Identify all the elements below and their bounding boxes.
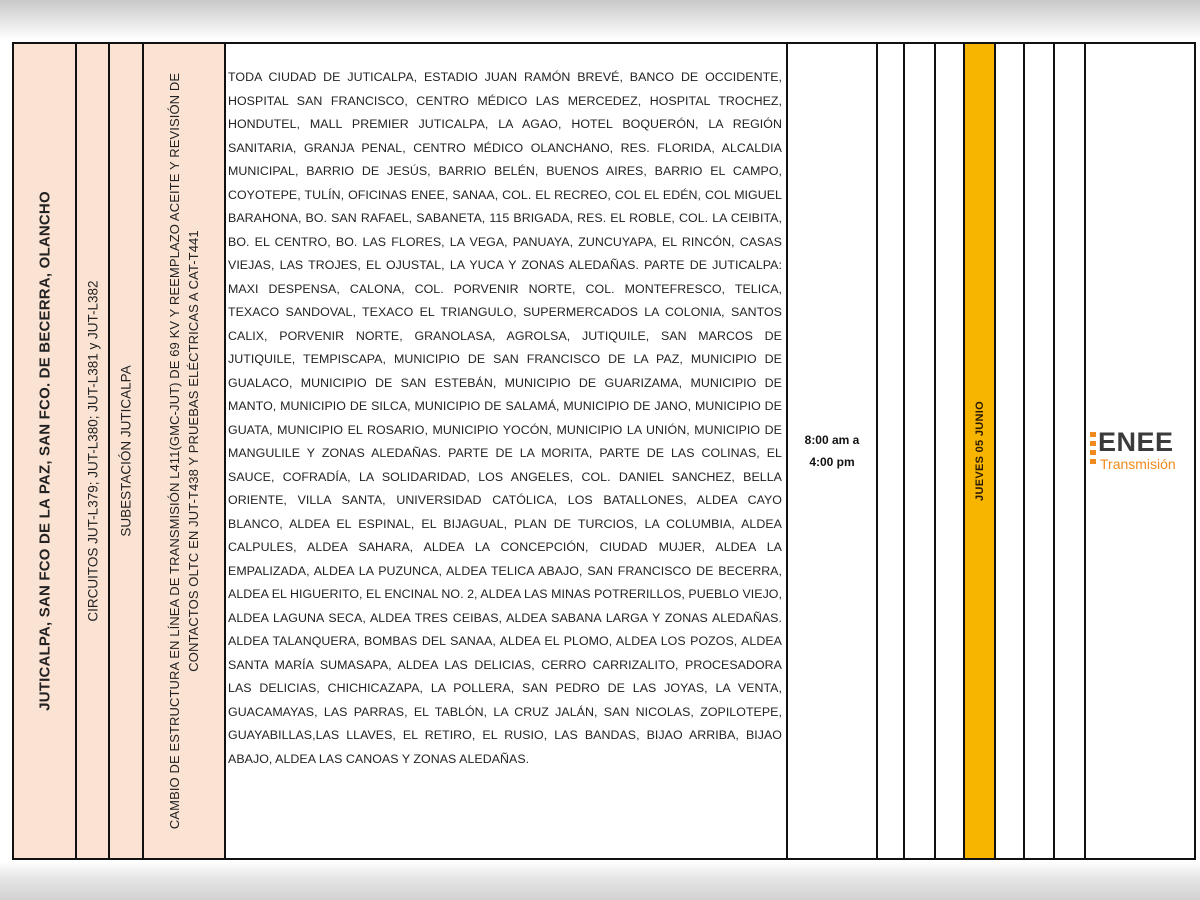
enee-logo-subtitle: Transmisión: [1100, 456, 1176, 472]
bottom-blur-edge: [0, 862, 1200, 900]
empty-column-4: [996, 44, 1025, 858]
location-cell: [14, 44, 77, 858]
substation-cell: [110, 44, 144, 858]
empty-column-1: [878, 44, 905, 858]
top-blur-edge: [0, 0, 1200, 40]
time-cell: [788, 44, 878, 858]
time-start: 8:00 am a: [804, 433, 860, 447]
enee-logo-name: ENEE: [1098, 427, 1174, 457]
work-description-label: CAMBIO DE ESTRUCTURA EN LÍNEA DE TRANSMISIÓN L411(GMC-JUT) DE 69 KV Y REEMPLAZO ACEITE Y REVISIÓN DE CONTACTOS OLTC EN JUT-T438 Y PRUEBAS ELÉCTRICAS A CAT-T441: [167, 72, 201, 830]
substation-label: SUBESTACIÓN JUTICALPA: [118, 365, 134, 537]
day-label: JUEVES 05 JUNIO: [973, 401, 986, 501]
circuits-cell: [77, 44, 110, 858]
empty-column-6: [1055, 44, 1086, 858]
outage-schedule-table: [12, 42, 1196, 860]
work-description-cell: [144, 44, 226, 858]
day-cell: [965, 44, 996, 858]
empty-column-3: [936, 44, 965, 858]
empty-column-2: [905, 44, 936, 858]
enee-logo-mark-icon: [1090, 432, 1096, 465]
logo-cell: [1086, 44, 1194, 858]
affected-areas-cell: [226, 44, 788, 858]
affected-areas-text: TODA CIUDAD DE JUTICALPA, ESTADIO JUAN RAMÓN BREVÉ, BANCO DE OCCIDENTE, HOSPITAL SAN FRANCISCO, CENTRO MÉDICO LAS MERCEDEZ, HOSPITAL TROCHEZ, HONDUTEL, MALL PREMIER JUTICALPA, LA AGAO, HOTEL BOQUERÓN, LA REGIÓN SANITARIA, GRANJA PENAL, CENTRO MÉDICO OLANCHANO, RES. FLORIDA, ALCALDIA MUNICIPAL, BARRIO DE JESÚS, BARRIO BELÉN, BUENOS AIRES, BARRIO EL CAMPO, COYOTEPE, TULÍN, OFICINAS ENEE, SANAA, COL. EL RECREO, COL EL EDÉN, COL MIGUEL BARAHONA, BO. SAN RAFAEL, SABANETA, 115 BRIGADA, RES. EL ROBLE, COL. LA CEIBITA, BO. EL CENTRO, BO. LAS FLORES, LA VEGA, PANUAYA, ZUNCUYAPA, EL RINCÓN, CASAS VIEJAS, LAS TROJES, EL OJUSTAL, LA YUCA Y ZONAS ALEDAÑAS. PARTE DE JUTICALPA: MAXI DESPENSA, CALONA, COL. PORVENIR NORTE, COL. MONTEFRESCO, TELICA, TEXACO SANDOVAL, TEXACO EL TRIANGULO, SUPERMERCADOS LA COLONIA, SANTOS CALIX, PORVENIR NORTE, GRANOLASA, AGROLSA, JUTIQUILE, SAN MARCOS DE JUTIQUILE, TEMPISCAPA, MUNICIPIO DE SAN FRANCISCO DE LA PAZ, MUNICIPIO DE GUALACO, MUNICIPIO DE SAN ESTEBÁN, MUNICIPIO DE GUARIZAMA, MUNICIPIO DE MANTO, MUNICIPIO DE SILCA, MUNICIPIO DE SALAMÁ, MUNICIPIO DE JANO, MUNICIPIO DE GUATA, MUNICIPIO EL ROSARIO, MUNICIPIO YOCÓN, MUNICIPIO LA UNIÓN, MUNICIPIO DE MANGULILE Y ZONAS ALEDAÑAS. PARTE DE LA MORITA, PARTE DE LAS COLINAS, EL SAUCE, COFRADÍA, LA SOLIDARIDAD, LOS ANGELES, COL. DANIEL SANCHEZ, BELLA ORIENTE, VILLA SANTA, UNIVERSIDAD CATÓLICA, LOS BATALLONES, ALDEA CAYO BLANCO, ALDEA EL ESPINAL, EL BIJAGUAL, PLAN DE TURCIOS, LA COLUMBIA, ALDEA CALPULES, ALDEA SAHARA, ALDEA LA CONCEPCIÓN, CIUDAD MUJER, ALDEA LA EMPALIZADA, ALDEA LA PUZUNCA, ALDEA TELICA ABAJO, SAN FRANCISCO DE BECERRA, ALDEA EL HIGUERITO, EL ENCINAL NO. 2, ALDEA LAS MINAS POTRERILLOS, PUEBLO VIEJO, ALDEA LAGUNA SECA, ALDEA TRES CEIBAS, ALDEA SABANA LARGA Y ZONAS ALEDAÑAS. ALDEA TALANQUERA, BOMBAS DEL SANAA, ALDEA EL PLOMO, ALDEA LOS POZOS, ALDEA SANTA MARÍA SUMASAPA, ALDEA LAS DELICIAS, CERRO CARRIZALITO, PROCESADORA LAS DELICIAS, CHICHICAZAPA, LA POLLERA, SAN PEDRO DE LAS JOYAS, LA VENTA, GUACAMAYAS, LAS PARRAS, EL TABLÓN, LA CRUZ JALÁN, SAN NICOLAS, ZOPILOTEPE, GUAYABILLAS,LAS LLAVES, EL RETIRO, EL RUSIO, LAS BANDAS, BIJAO ARRIBA, BIJAO ABAJO, ALDEA LAS CANOAS Y ZONAS ALEDAÑAS.: [228, 70, 782, 766]
enee-logo: [1086, 429, 1194, 479]
circuits-label: CIRCUITOS JUT-L379; JUT-L380; JUT-L381 y JUT-L382: [85, 280, 100, 622]
location-label: JUTICALPA, SAN FCO DE LA PAZ, SAN FCO. DE BECERRA, OLANCHO: [36, 191, 53, 711]
empty-column-5: [1025, 44, 1055, 858]
time-end: 4:00 pm: [809, 455, 855, 469]
